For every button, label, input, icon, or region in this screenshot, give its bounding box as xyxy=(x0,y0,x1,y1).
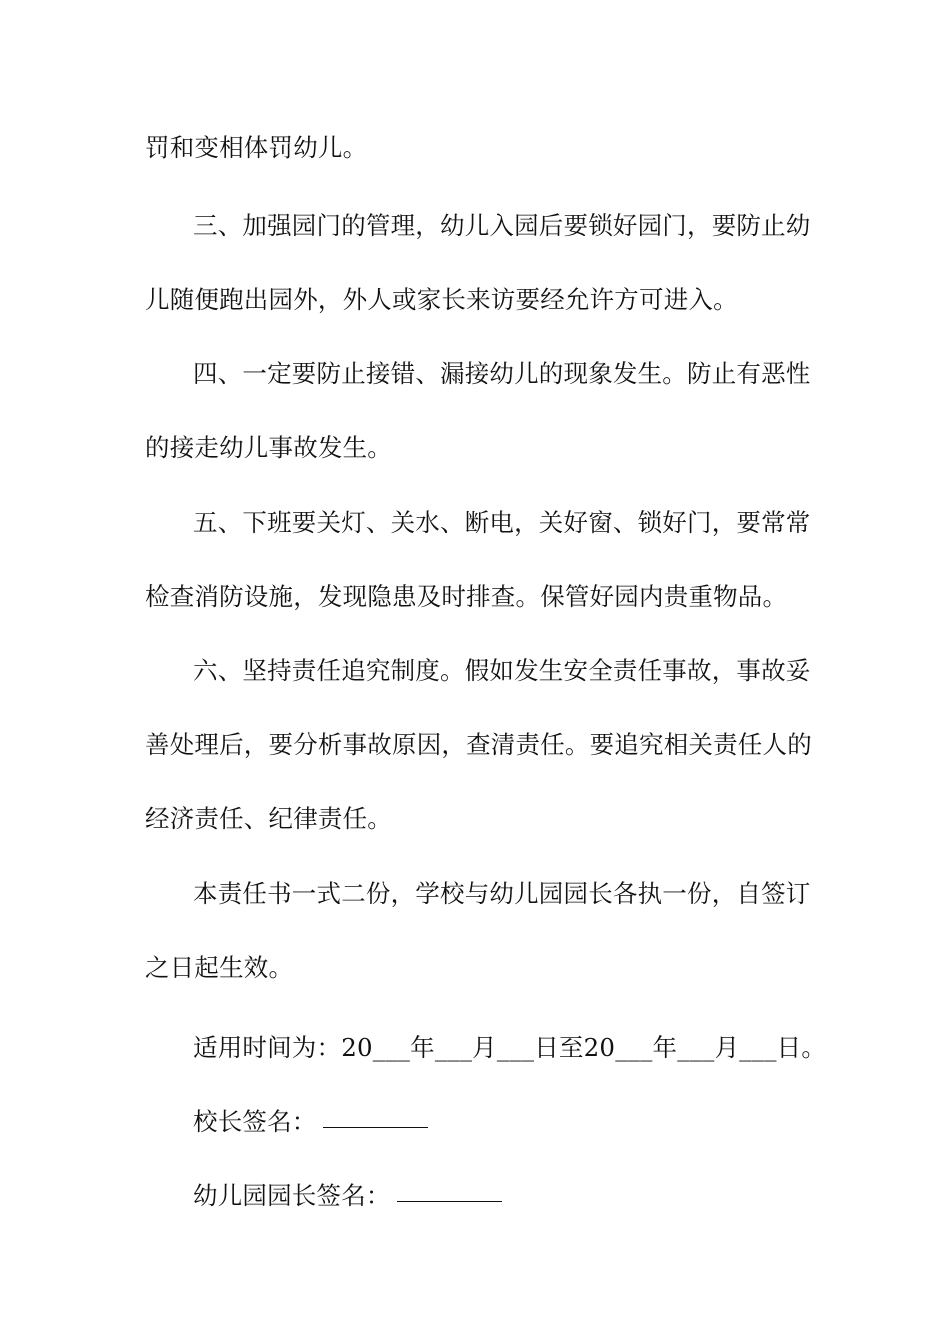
paragraph-line: 检查消防设施，发现隐患及时排查。保管好园内贵重物品。 xyxy=(145,582,788,611)
principal-signature-blank xyxy=(323,1126,428,1128)
director-signature-line xyxy=(193,1178,502,1214)
paragraph-line: 四、一定要防止接错、漏接幼儿的现象发生。防止有恶性 xyxy=(193,359,811,388)
validity-period: 适用时间为：20___年___月___日至20___年___月___日。 xyxy=(193,1033,827,1062)
paragraph-line: 儿随便跑出园外，外人或家长来访要经允许方可进入。 xyxy=(145,285,738,314)
principal-signature-line xyxy=(193,1104,428,1140)
paragraph-line: 本责任书一式二份，学校与幼儿园园长各执一份，自签订 xyxy=(193,879,811,908)
paragraph-line: 善处理后，要分析事故原因，查清责任。要追究相关责任人的 xyxy=(145,730,812,759)
paragraph-line: 五、下班要关灯、关水、断电，关好窗、锁好门，要常常 xyxy=(193,508,811,537)
paragraph-line: 经济责任、纪律责任。 xyxy=(145,804,392,833)
director-signature-label: 幼儿园园长签名： xyxy=(193,1181,391,1210)
paragraph-line: 六、坚持责任追究制度。假如发生安全责任事故，事故妥 xyxy=(193,656,811,685)
paragraph-line: 之日起生效。 xyxy=(145,953,294,982)
paragraph-line: 罚和变相体罚幼儿。 xyxy=(145,133,368,162)
principal-signature-label: 校长签名： xyxy=(193,1107,317,1136)
paragraph-line: 三、加强园门的管理，幼儿入园后要锁好园门，要防止幼 xyxy=(193,211,811,240)
paragraph-line: 的接走幼儿事故发生。 xyxy=(145,433,392,462)
director-signature-blank xyxy=(397,1200,502,1202)
